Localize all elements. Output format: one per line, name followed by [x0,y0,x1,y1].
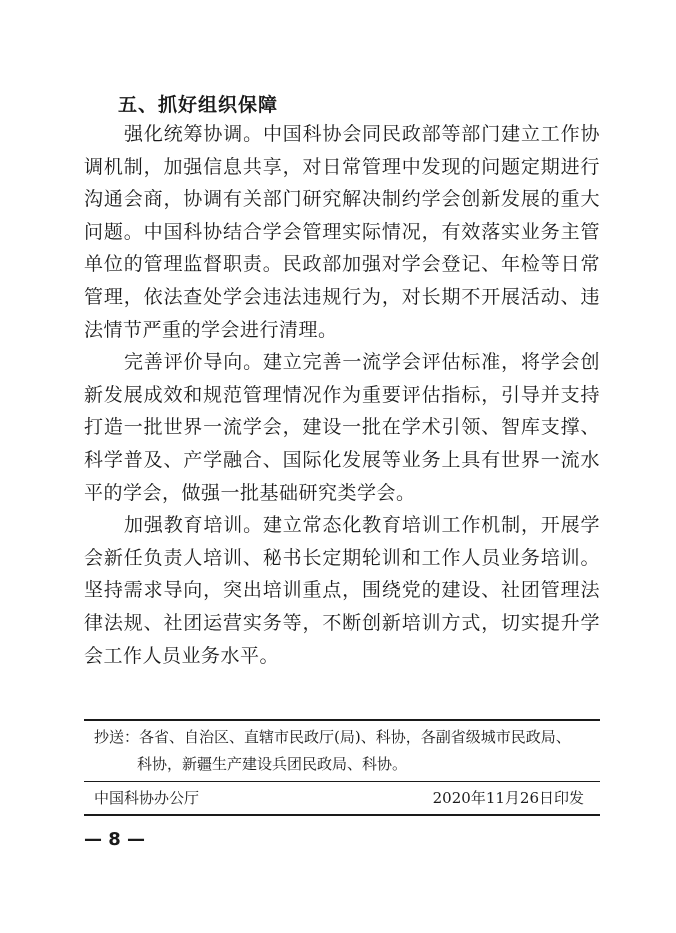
paragraph-coordination [84,118,600,346]
cc-block [94,724,594,778]
paragraph-lead: 强化统筹协调。 [124,123,263,145]
footer-rule-bottom [84,814,600,816]
section-title: 五、抓好组织保障 [118,94,279,116]
cc-line: 抄送：各省、自治区、直辖市民政厅(局)、科协，各副省级城市民政局、 [94,728,571,746]
footer-rule-middle [84,781,600,782]
body-text [84,118,600,672]
page-number: — 8 — [84,829,146,850]
footer-rule-top [84,719,600,721]
issuer: 中国科协办公厅 [94,789,200,807]
paragraph-text: 中国科协会同民政部等部门建立工作协调机制，加强信息共享，对日常管理中发现的问题定期进行沟通会商，协调有关部门研究解决制约学会创新发展的重大问题。中国科协结合学会管理实际情况，有效落实业务主管单位的管理监督职责。民政部加强对学会登记、年检等日常管理，依法查处学会违法违规行为，对长期不开展活动、违法情节严重的学会进行清理。 [84,123,600,341]
paragraph-text: 建立常态化教育培训工作机制，开展学会新任负责人培训、秘书长定期轮训和工作人员业务培训。坚持需求导向，突出培训重点，围绕党的建设、社团管理法律法规、社团运营实务等，不断创新培训方式，切实提升学会工作人员业务水平。 [84,514,600,667]
issue-date: 2020年11月26日印发 [432,789,584,807]
cc-line: 科协，新疆生产建设兵团民政局、科协。 [137,755,408,773]
paragraph-training [84,509,600,672]
paragraph-evaluation [84,346,600,509]
paragraph-text: 建立完善一流学会评估标准，将学会创新发展成效和规范管理情况作为重要评估指标，引导并支持打造一批世界一流学会，建设一批在学术引领、智库支撑、科学普及、产学融合、国际化发展等业务上具有世界一流水平的学会，做强一批基础研究类学会。 [84,351,600,504]
paragraph-lead: 加强教育培训。 [124,514,263,537]
paragraph-lead: 完善评价导向。 [124,351,263,374]
